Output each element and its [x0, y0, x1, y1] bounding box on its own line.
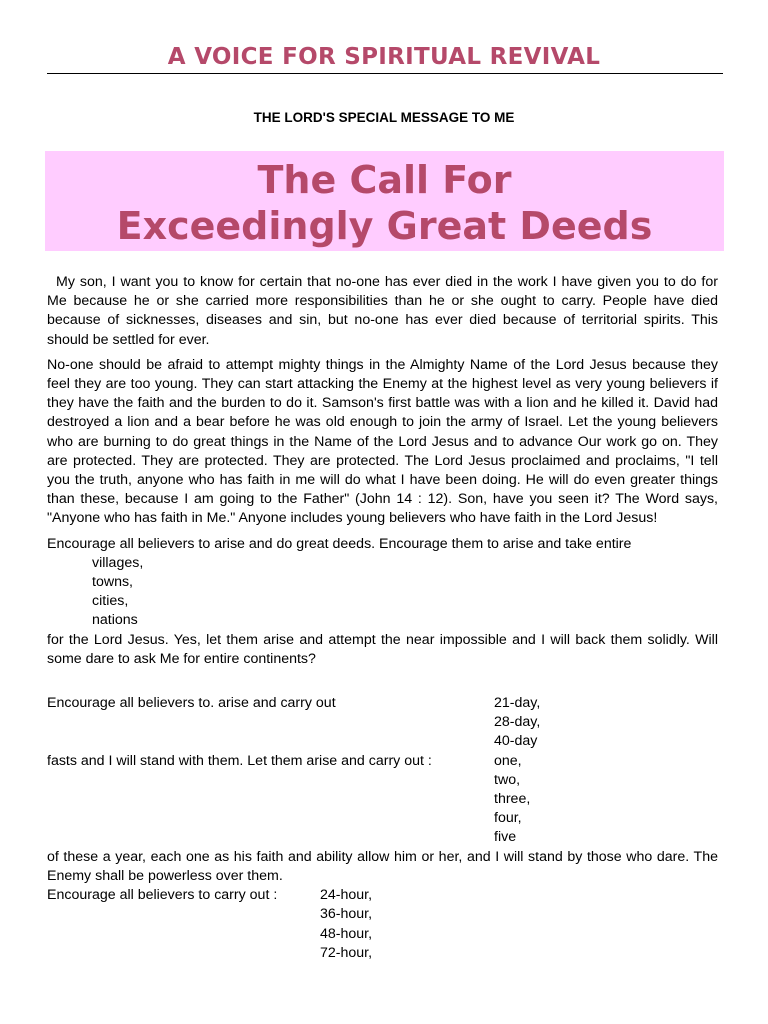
list-item: 24-hour,: [320, 887, 373, 904]
list-item: 48-hour,: [320, 925, 373, 942]
list-item: villages,: [92, 554, 144, 571]
paragraph-3: [47, 535, 718, 669]
hours-section: [47, 886, 718, 963]
list-item: two,: [494, 771, 521, 788]
fasts-section: [47, 694, 718, 886]
hours-intro: Encourage all believers to carry out :: [47, 887, 278, 904]
title-line-2: Exceedingly Great Deeds: [116, 204, 653, 248]
title-line-1: The Call For: [257, 158, 512, 202]
paragraph-2: No-one should be afraid to attempt mighty things in the Almighty Name of the Lord Jesus because they feel they are too young. They can start attacking the Enemy at the highest level as very young believers if they have the faith and the burden to do it. Samson's first battle was with a lion and he killed it. David had destroyed a lion and a bear before he was old enough to join the army of Israel. Let the young believers who are burning to do great things in the Name of the Lord Jesus and to advance Our work go on. They are protected. They are protected. They are protected. The Lord Jesus proclaimed and proclaims, "I tell you the truth, anyone who has faith in me will do what I have been doing. He will do even greater things than these, because I am going to the Father" (John 14 : 12). Son, have you seen it? The Word says, "Anyone who has faith in Me." Anyone includes young believers who have faith in the Lord Jesus!: [47, 356, 718, 527]
list-item: 21-day,: [494, 695, 541, 712]
list-item: three,: [494, 791, 531, 808]
title-banner: [45, 151, 724, 251]
fasts-mid: fasts and I will stand with them. Let them arise and carry out :: [47, 752, 432, 769]
subtitle: THE LORD'S SPECIAL MESSAGE TO ME: [253, 110, 515, 125]
list-item: nations: [92, 612, 138, 629]
list-item: 40-day: [494, 733, 538, 750]
header-title: A VOICE FOR SPIRITUAL REVIVAL: [167, 44, 601, 70]
paragraph-3-intro: Encourage all believers to arise and do great deeds. Encourage them to arise and take entire: [47, 535, 632, 552]
list-item: one,: [494, 752, 522, 769]
list-item: four,: [494, 810, 522, 827]
list-item: 72-hour,: [320, 944, 373, 961]
list-item: five: [494, 829, 517, 846]
paragraph-1: My son, I want you to know for certain that no-one has ever died in the work I have given you to do for Me because he or she carried more responsibilities than he or she ought to carry. People have died because of sicknesses, diseases and sin, but no-one has ever died because of territorial spirits. This should be settled for ever.: [47, 274, 718, 348]
header-divider: [47, 73, 723, 74]
places-list: [47, 554, 718, 631]
paragraph-3-outro: for the Lord Jesus. Yes, let them arise and attempt the near impossible and I will back them solidly. Will some dare to ask Me for entire continents?: [47, 631, 718, 667]
list-item: towns,: [92, 574, 134, 591]
fasts-intro: Encourage all believers to. arise and carry out: [47, 695, 336, 712]
list-item: 36-hour,: [320, 906, 373, 923]
count-outro: of these a year, each one as his faith and ability allow him or her, and I will stand by those who dare. The Enemy shall be powerless over them.: [47, 848, 718, 884]
message-body: [47, 273, 718, 963]
list-item: cities,: [92, 593, 129, 610]
list-item: 28-day,: [494, 714, 541, 731]
